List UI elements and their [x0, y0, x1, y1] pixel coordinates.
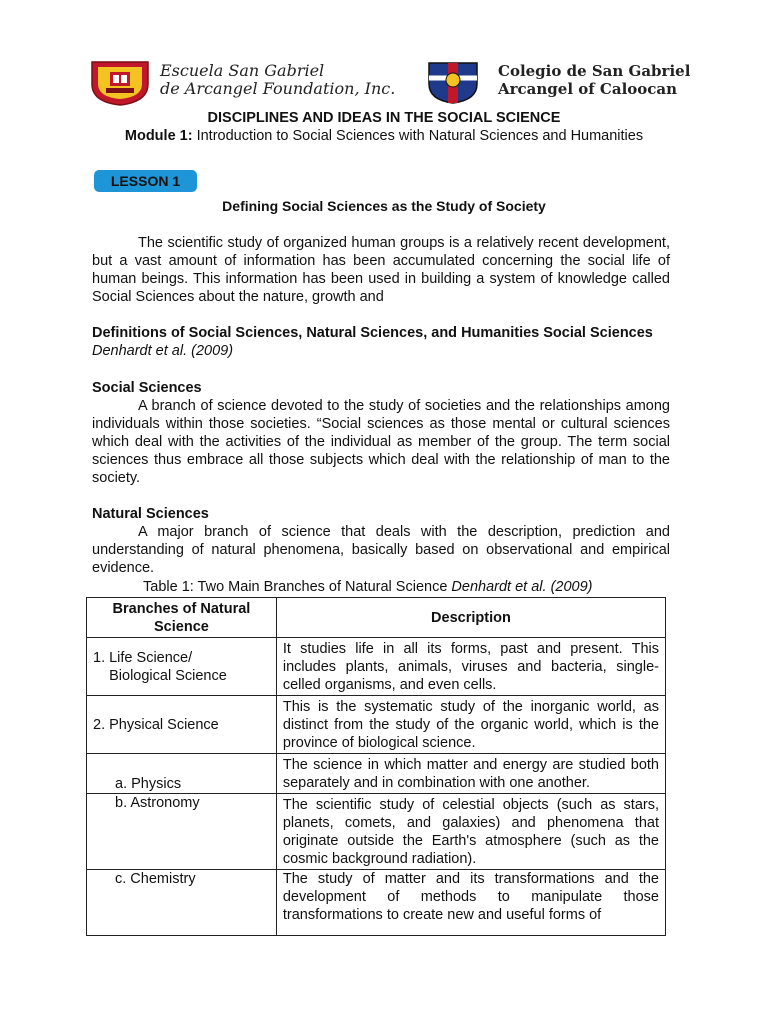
colegio-shield-logo	[426, 60, 480, 104]
module-label: Module 1:	[124, 128, 193, 144]
table-caption-text: Table 1: Two Main Branches of Natural Science	[143, 579, 448, 595]
description-cell: It studies life in all its forms, past and present. This includes plants, animals, viruses and bacteria, single-celled organisms, and even cells.	[276, 638, 665, 696]
table-row	[87, 754, 666, 794]
branch-cell: a. Physics	[87, 754, 277, 794]
table-caption	[143, 578, 593, 596]
document-title: DISCIPLINES AND IDEAS IN THE SOCIAL SCIENCE	[207, 110, 561, 126]
natural-sciences-heading: Natural Sciences	[92, 506, 209, 522]
table-header-description: Description	[276, 598, 665, 638]
branch-cell: c. Chemistry	[87, 870, 277, 936]
page-header	[0, 58, 768, 108]
table-caption-citation: Denhardt et al. (2009)	[447, 579, 593, 595]
school1-name	[160, 62, 395, 98]
school1-name-line2: de Arcangel Foundation, Inc.	[160, 79, 396, 98]
lesson-title: Defining Social Sciences as the Study of Society	[222, 198, 546, 214]
escuela-shield-logo	[88, 58, 152, 106]
school2-name	[498, 62, 690, 98]
table-row	[87, 696, 666, 754]
description-cell: The study of matter and its transformations and the development of methods to manipulate those transformations to create new and useful forms of	[276, 870, 665, 936]
table-row	[87, 638, 666, 696]
description-cell: The science in which matter and energy are studied both separately and in combination with one another.	[276, 754, 665, 794]
social-sciences-heading: Social Sciences	[92, 380, 202, 396]
table-header-branches: Branches of Natural Science	[87, 598, 277, 638]
description-cell: The scientific study of celestial objects (such as stars, planets, comets, and galaxies) and phenomena that originate outside the Earth's atmosphere (such as the cosmic background radiation).	[276, 794, 665, 870]
module-text: Introduction to Social Sciences with Natural Sciences and Humanities	[192, 128, 644, 144]
module-line	[0, 128, 768, 144]
branch-cell: 2. Physical Science	[87, 696, 277, 754]
definitions-heading	[92, 324, 670, 360]
branch-cell: 1. Life Science/ Biological Science	[87, 638, 277, 696]
table-row	[87, 870, 666, 936]
branch-cell: b. Astronomy	[87, 794, 277, 870]
social-sciences-paragraph: A branch of science devoted to the study of societies and the relationships among individuals within those societies. “Social sciences as those mental or cultural sciences which deal with the activities of the individual as member of the group. The term social sciences thus embrace all those subjects which deal with the relationship of man to the society.	[92, 398, 670, 486]
school2-name-line1: Colegio de San Gabriel	[498, 62, 691, 80]
definitions-citation: Denhardt et al. (2009)	[92, 343, 234, 359]
natural-sciences-paragraph: A major branch of science that deals with the description, prediction and understanding of natural phenomena, basically based on observational and empirical evidence.	[92, 524, 670, 576]
school2-name-line2: Arcangel of Caloocan	[498, 80, 678, 98]
natural-science-branches-table	[86, 597, 666, 936]
definitions-heading-text: Definitions of Social Sciences, Natural Sciences, and Humanities Social Sciences	[92, 325, 653, 341]
intro-paragraph: The scientific study of organized human groups is a relatively recent development, but a vast amount of information has been accumulated concerning the social life of human beings. This information has been used in building a system of knowledge called Social Sciences about the nature, growth and	[92, 235, 670, 305]
description-cell: This is the systematic study of the inorganic world, as distinct from the study of the organic world, which is the province of biological science.	[276, 696, 665, 754]
lesson-badge: LESSON 1	[94, 170, 197, 192]
school1-name-line1: Escuela San Gabriel	[160, 61, 325, 80]
table-row	[87, 794, 666, 870]
table-header-row	[87, 598, 666, 638]
